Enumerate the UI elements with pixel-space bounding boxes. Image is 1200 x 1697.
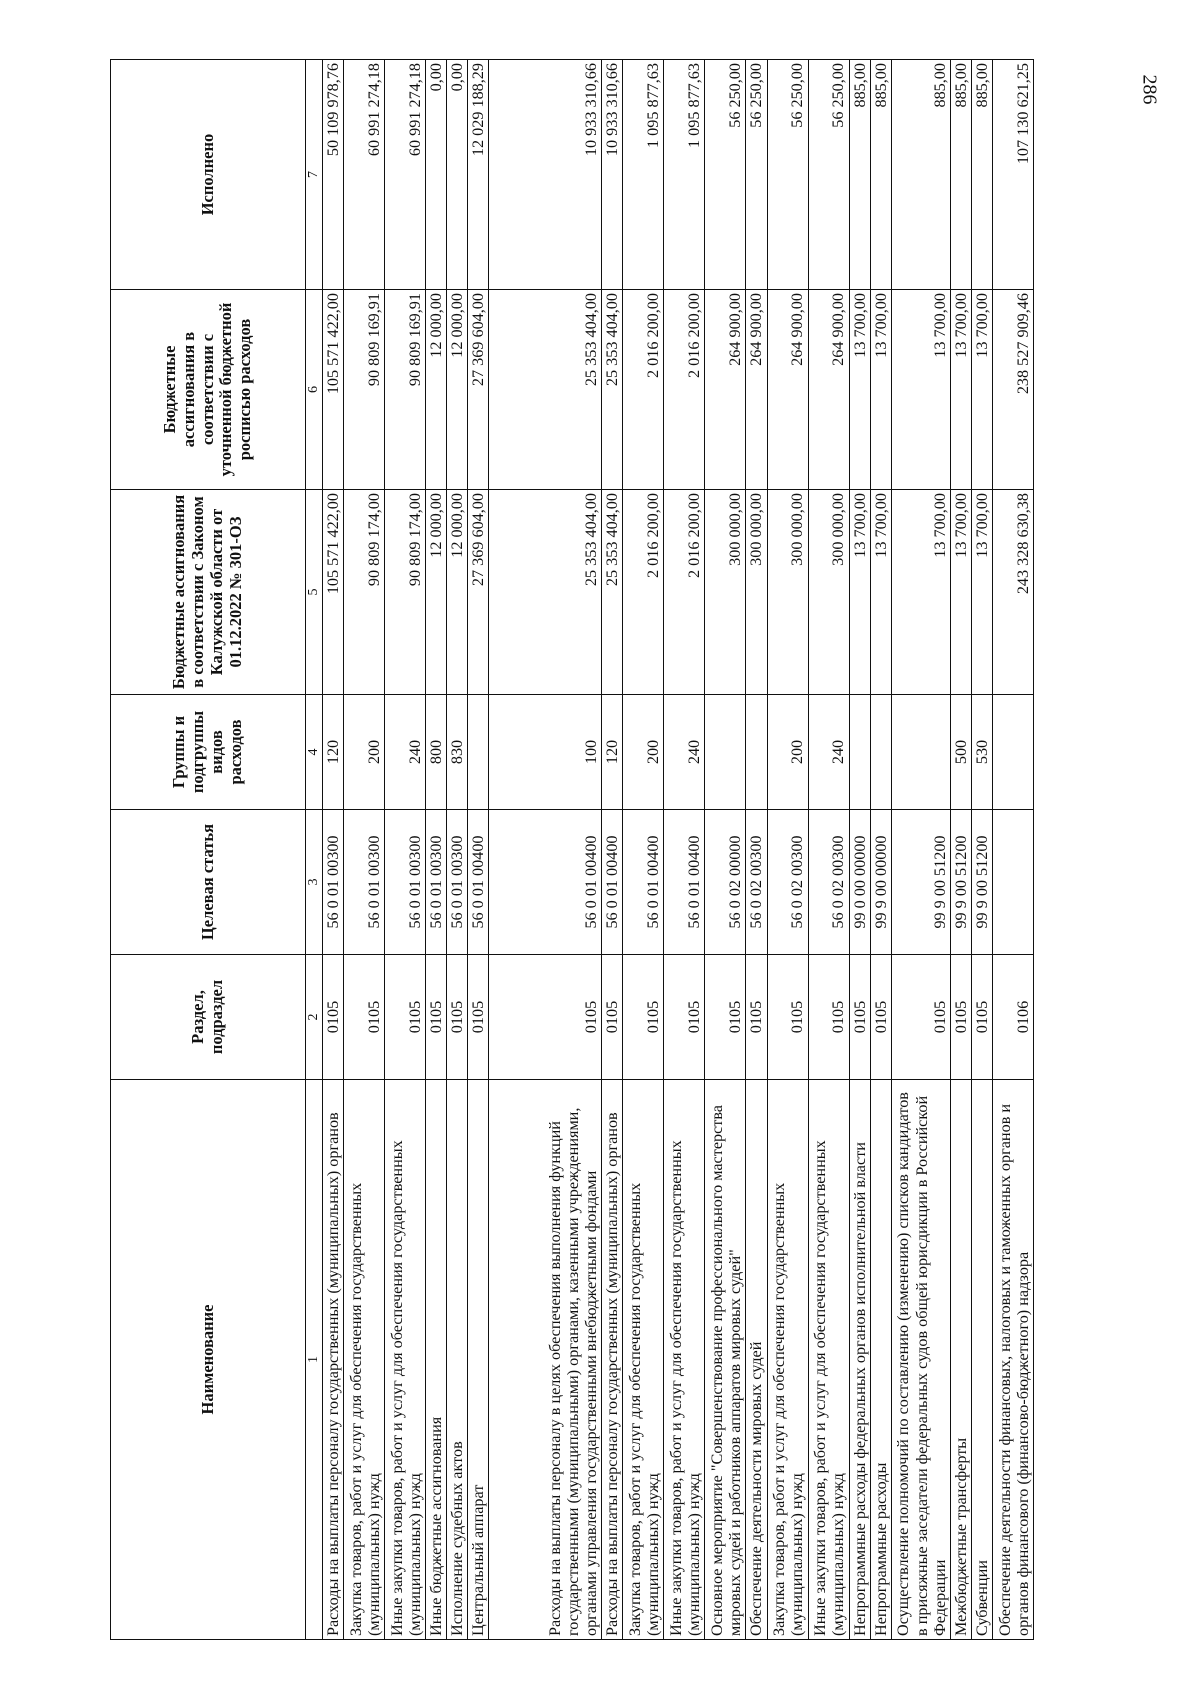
row-ispolneno: 12 029 188,29: [468, 60, 489, 290]
row-vid: [849, 695, 870, 810]
row-statya: 56 0 01 00300: [446, 810, 467, 955]
row-ispolneno: 885,00: [971, 60, 992, 290]
row-ispolneno: 1 095 877,63: [664, 60, 705, 290]
row-razdel: 0105: [808, 955, 849, 1080]
row-ispolneno: 50 109 978,76: [322, 60, 343, 290]
row-rospis: 25 353 404,00: [489, 290, 602, 490]
row-zakon: 13 700,00: [950, 490, 971, 695]
row-razdel: 0105: [849, 955, 870, 1080]
row-statya: 56 0 01 00300: [322, 810, 343, 955]
row-razdel: 0105: [468, 955, 489, 1080]
row-vid: 500: [950, 695, 971, 810]
row-vid: 120: [602, 695, 623, 810]
table-row: [489, 60, 602, 1640]
row-zakon: 12 000,00: [425, 490, 446, 695]
column-number-row: [306, 60, 323, 1640]
table-row: [849, 60, 870, 1640]
row-razdel: 0105: [446, 955, 467, 1080]
table-row: [322, 60, 343, 1640]
row-statya: 56 0 01 00400: [489, 810, 602, 955]
row-name: Исполнение судебных актов: [446, 1080, 467, 1640]
row-vid: 240: [664, 695, 705, 810]
row-statya: 56 0 01 00300: [425, 810, 446, 955]
table-row: [384, 60, 425, 1640]
row-name: Непрограммные расходы: [870, 1080, 891, 1640]
row-vid: [705, 695, 746, 810]
row-statya: 99 0 00 00000: [849, 810, 870, 955]
row-rospis: 13 700,00: [891, 290, 950, 490]
row-rospis: 13 700,00: [849, 290, 870, 490]
row-zakon: 13 700,00: [891, 490, 950, 695]
row-zakon: 25 353 404,00: [602, 490, 623, 695]
header-zakon: Бюджетные ассигнования в соответствии с Законом Калужской области от 01.12.2022 № 301-ОЗ: [111, 490, 306, 695]
table-row: [767, 60, 808, 1640]
row-statya: 56 0 01 00300: [384, 810, 425, 955]
row-statya: 56 0 01 00400: [602, 810, 623, 955]
row-ispolneno: 885,00: [950, 60, 971, 290]
row-rospis: 264 900,00: [746, 290, 767, 490]
row-statya: 56 0 01 00400: [468, 810, 489, 955]
row-vid: 800: [425, 695, 446, 810]
row-statya: 56 0 01 00300: [343, 810, 384, 955]
table-row: [425, 60, 446, 1640]
row-razdel: 0105: [489, 955, 602, 1080]
row-rospis: 13 700,00: [950, 290, 971, 490]
row-zakon: 12 000,00: [446, 490, 467, 695]
row-vid: [746, 695, 767, 810]
row-zakon: 300 000,00: [767, 490, 808, 695]
table-row: [891, 60, 950, 1640]
row-vid: [468, 695, 489, 810]
row-name: Иные закупки товаров, работ и услуг для обеспечения государственных (муниципальных) нужд: [808, 1080, 849, 1640]
row-statya: 56 0 02 00000: [705, 810, 746, 955]
row-vid: 200: [343, 695, 384, 810]
rotated-table-wrapper: [110, 60, 1130, 1640]
column-number: 3: [306, 810, 323, 955]
row-ispolneno: 56 250,00: [767, 60, 808, 290]
row-name: Иные бюджетные ассигнования: [425, 1080, 446, 1640]
row-ispolneno: 56 250,00: [808, 60, 849, 290]
row-rospis: 12 000,00: [425, 290, 446, 490]
table-row: [746, 60, 767, 1640]
row-name: Расходы на выплаты персоналу государственных (муниципальных) органов: [602, 1080, 623, 1640]
row-rospis: 13 700,00: [971, 290, 992, 490]
row-razdel: 0105: [322, 955, 343, 1080]
table-row: [623, 60, 664, 1640]
row-zakon: 2 016 200,00: [664, 490, 705, 695]
row-name: Обеспечение деятельности финансовых, налоговых и таможенных органов и органов финансового (финансово-бюджетного) надзора: [993, 1080, 1034, 1640]
row-rospis: 238 527 909,46: [993, 290, 1034, 490]
row-name: Межбюджетные трансферты: [950, 1080, 971, 1640]
column-number: 1: [306, 1080, 323, 1640]
row-rospis: 264 900,00: [705, 290, 746, 490]
row-ispolneno: 56 250,00: [705, 60, 746, 290]
row-rospis: 13 700,00: [870, 290, 891, 490]
row-ispolneno: 60 991 274,18: [384, 60, 425, 290]
row-zakon: 25 353 404,00: [489, 490, 602, 695]
row-razdel: 0106: [993, 955, 1034, 1080]
row-ispolneno: 0,00: [446, 60, 467, 290]
row-vid: 120: [322, 695, 343, 810]
row-vid: 240: [384, 695, 425, 810]
row-statya: [993, 810, 1034, 955]
row-name: Иные закупки товаров, работ и услуг для обеспечения государственных (муниципальных) нужд: [664, 1080, 705, 1640]
row-name: Субвенции: [971, 1080, 992, 1640]
row-rospis: 90 809 169,91: [343, 290, 384, 490]
row-vid: 830: [446, 695, 467, 810]
row-razdel: 0105: [891, 955, 950, 1080]
row-razdel: 0105: [343, 955, 384, 1080]
row-ispolneno: 10 933 310,66: [489, 60, 602, 290]
budget-table: [110, 59, 1034, 1640]
header-ispolneno: Исполнено: [111, 60, 306, 290]
row-ispolneno: 885,00: [891, 60, 950, 290]
row-rospis: 12 000,00: [446, 290, 467, 490]
header-vid: Группы и подгруппы видов расходов: [111, 695, 306, 810]
table-body: [322, 60, 1033, 1640]
row-statya: 56 0 02 00300: [808, 810, 849, 955]
row-name: Обеспечение деятельности мировых судей: [746, 1080, 767, 1640]
table-row: [950, 60, 971, 1640]
table-row: [343, 60, 384, 1640]
row-vid: 530: [971, 695, 992, 810]
row-rospis: 105 571 422,00: [322, 290, 343, 490]
header-razdel: Раздел, подраздел: [111, 955, 306, 1080]
row-zakon: 13 700,00: [849, 490, 870, 695]
row-vid: 200: [767, 695, 808, 810]
row-statya: 56 0 01 00400: [623, 810, 664, 955]
row-ispolneno: 0,00: [425, 60, 446, 290]
table-row: [808, 60, 849, 1640]
row-ispolneno: 10 933 310,66: [602, 60, 623, 290]
row-zakon: 300 000,00: [746, 490, 767, 695]
row-zakon: 105 571 422,00: [322, 490, 343, 695]
table-row: [468, 60, 489, 1640]
row-name: Расходы на выплаты персоналу государственных (муниципальных) органов: [322, 1080, 343, 1640]
row-statya: 99 9 00 00000: [870, 810, 891, 955]
row-razdel: 0105: [602, 955, 623, 1080]
column-number: 7: [306, 60, 323, 290]
row-razdel: 0105: [767, 955, 808, 1080]
row-ispolneno: 885,00: [849, 60, 870, 290]
row-statya: 99 9 00 51200: [971, 810, 992, 955]
row-name: Расходы на выплаты персоналу в целях обеспечения выполнения функций государственными (муниципальными) органами, казенными учреждениями, органами управления государственными внебюджетными фондами: [489, 1080, 602, 1640]
row-vid: 240: [808, 695, 849, 810]
column-number: 4: [306, 695, 323, 810]
column-number: 5: [306, 490, 323, 695]
table-row: [993, 60, 1034, 1640]
row-rospis: 27 369 604,00: [468, 290, 489, 490]
page-number: 286: [1138, 74, 1161, 105]
row-vid: [870, 695, 891, 810]
table-row: [602, 60, 623, 1640]
row-vid: [891, 695, 950, 810]
row-razdel: 0105: [950, 955, 971, 1080]
row-vid: 200: [623, 695, 664, 810]
row-ispolneno: 107 130 621,25: [993, 60, 1034, 290]
row-razdel: 0105: [664, 955, 705, 1080]
row-razdel: 0105: [623, 955, 664, 1080]
row-name: Закупка товаров, работ и услуг для обеспечения государственных (муниципальных) нужд: [767, 1080, 808, 1640]
row-razdel: 0105: [705, 955, 746, 1080]
header-name: Наименование: [111, 1080, 306, 1640]
row-statya: 56 0 02 00300: [767, 810, 808, 955]
row-rospis: 90 809 169,91: [384, 290, 425, 490]
row-ispolneno: 60 991 274,18: [343, 60, 384, 290]
row-zakon: 2 016 200,00: [623, 490, 664, 695]
row-rospis: 25 353 404,00: [602, 290, 623, 490]
row-zakon: 13 700,00: [971, 490, 992, 695]
row-razdel: 0105: [746, 955, 767, 1080]
table-row: [870, 60, 891, 1640]
row-vid: [993, 695, 1034, 810]
row-ispolneno: 56 250,00: [746, 60, 767, 290]
row-statya: 56 0 01 00400: [664, 810, 705, 955]
row-ispolneno: 1 095 877,63: [623, 60, 664, 290]
row-zakon: 300 000,00: [705, 490, 746, 695]
row-name: Закупка товаров, работ и услуг для обеспечения государственных (муниципальных) нужд: [343, 1080, 384, 1640]
row-rospis: 2 016 200,00: [664, 290, 705, 490]
table-row: [664, 60, 705, 1640]
row-name: Закупка товаров, работ и услуг для обеспечения государственных (муниципальных) нужд: [623, 1080, 664, 1640]
column-number: 6: [306, 290, 323, 490]
table-row: [971, 60, 992, 1640]
row-zakon: 90 809 174,00: [343, 490, 384, 695]
row-name: Иные закупки товаров, работ и услуг для обеспечения государственных (муниципальных) нужд: [384, 1080, 425, 1640]
row-razdel: 0105: [971, 955, 992, 1080]
row-zakon: 300 000,00: [808, 490, 849, 695]
row-name: Непрограммные расходы федеральных органов исполнительной власти: [849, 1080, 870, 1640]
row-zakon: 27 369 604,00: [468, 490, 489, 695]
table-row: [446, 60, 467, 1640]
header-statya: Целевая статья: [111, 810, 306, 955]
row-razdel: 0105: [425, 955, 446, 1080]
row-zakon: 13 700,00: [870, 490, 891, 695]
row-razdel: 0105: [384, 955, 425, 1080]
row-rospis: 2 016 200,00: [623, 290, 664, 490]
row-rospis: 264 900,00: [767, 290, 808, 490]
header-row: [111, 60, 306, 1640]
row-ispolneno: 885,00: [870, 60, 891, 290]
row-vid: 100: [489, 695, 602, 810]
column-number: 2: [306, 955, 323, 1080]
row-rospis: 264 900,00: [808, 290, 849, 490]
row-name: Центральный аппарат: [468, 1080, 489, 1640]
row-statya: 99 9 00 51200: [891, 810, 950, 955]
header-rospis: Бюджетные ассигнования в соответствии с уточненной бюджетной росписью расходов: [111, 290, 306, 490]
row-statya: 99 9 00 51200: [950, 810, 971, 955]
row-statya: 56 0 02 00300: [746, 810, 767, 955]
row-name: Основное мероприятие "Совершенствование профессионального мастерства мировых судей и работников аппаратов мировых судей": [705, 1080, 746, 1640]
row-name: Осуществление полномочий по составлению (изменению) списков кандидатов в присяжные заседатели федеральных судов общей юрисдикции в Российской Федерации: [891, 1080, 950, 1640]
table-row: [705, 60, 746, 1640]
row-razdel: 0105: [870, 955, 891, 1080]
row-zakon: 243 328 630,38: [993, 490, 1034, 695]
row-zakon: 90 809 174,00: [384, 490, 425, 695]
